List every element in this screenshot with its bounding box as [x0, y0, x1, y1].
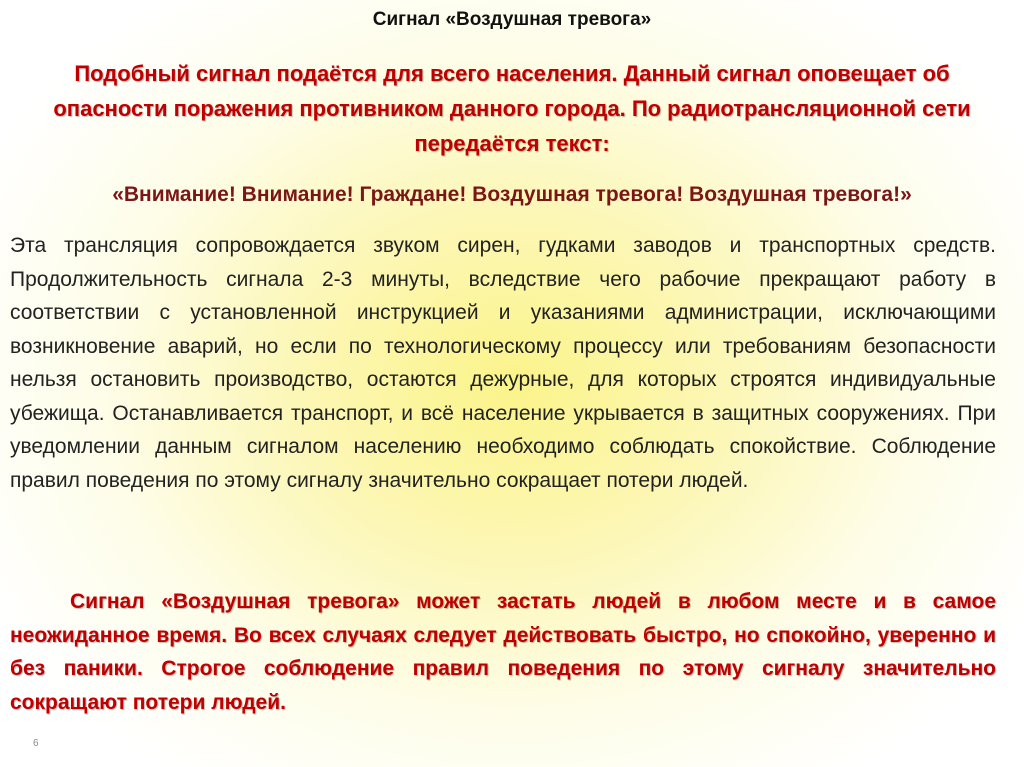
broadcast-quote: «Внимание! Внимание! Граждане! Воздушная тревога! Воздушная тревога!»: [112, 183, 912, 206]
body-paragraph: Эта трансляция сопровождается звуком сирен, гудками заводов и транспортных средств. Продолжительность сигнала 2-3 минуты, вследствие чего рабочие прекращают работу в соответствии с установленной инструкцией и указаниями администрации, исключающими возникновение аварий, но если по технологическому процессу или требованиям безопасности нельзя остановить производство, остаются дежурные, для которых строятся индивидуальные убежища. Останавливается транспорт, и всё население укрывается в защитных сооружениях. При уведомлении данным сигналом населению необходимо соблюдать спокойствие. Соблюдение правил поведения по этому сигналу значительно сокращает потери людей.: [10, 234, 996, 492]
closing-paragraph: Сигнал «Воздушная тревога» может застать людей в любом месте и в самое неожиданное время. Во всех случаях следует действовать быстро, но спокойно, уверенно и без паники. Строгое соблюдение правил поведения по этому сигналу значительно сокращают потери людей.: [10, 590, 996, 714]
slide-title: Сигнал «Воздушная тревога»: [372, 9, 652, 30]
page-number: 6: [33, 738, 39, 749]
lead-paragraph: Подобный сигнал подаётся для всего населения. Данный сигнал оповещает об опасности поражения противником данного города. По радиотрансляционной сети передаётся текст:: [53, 61, 971, 156]
